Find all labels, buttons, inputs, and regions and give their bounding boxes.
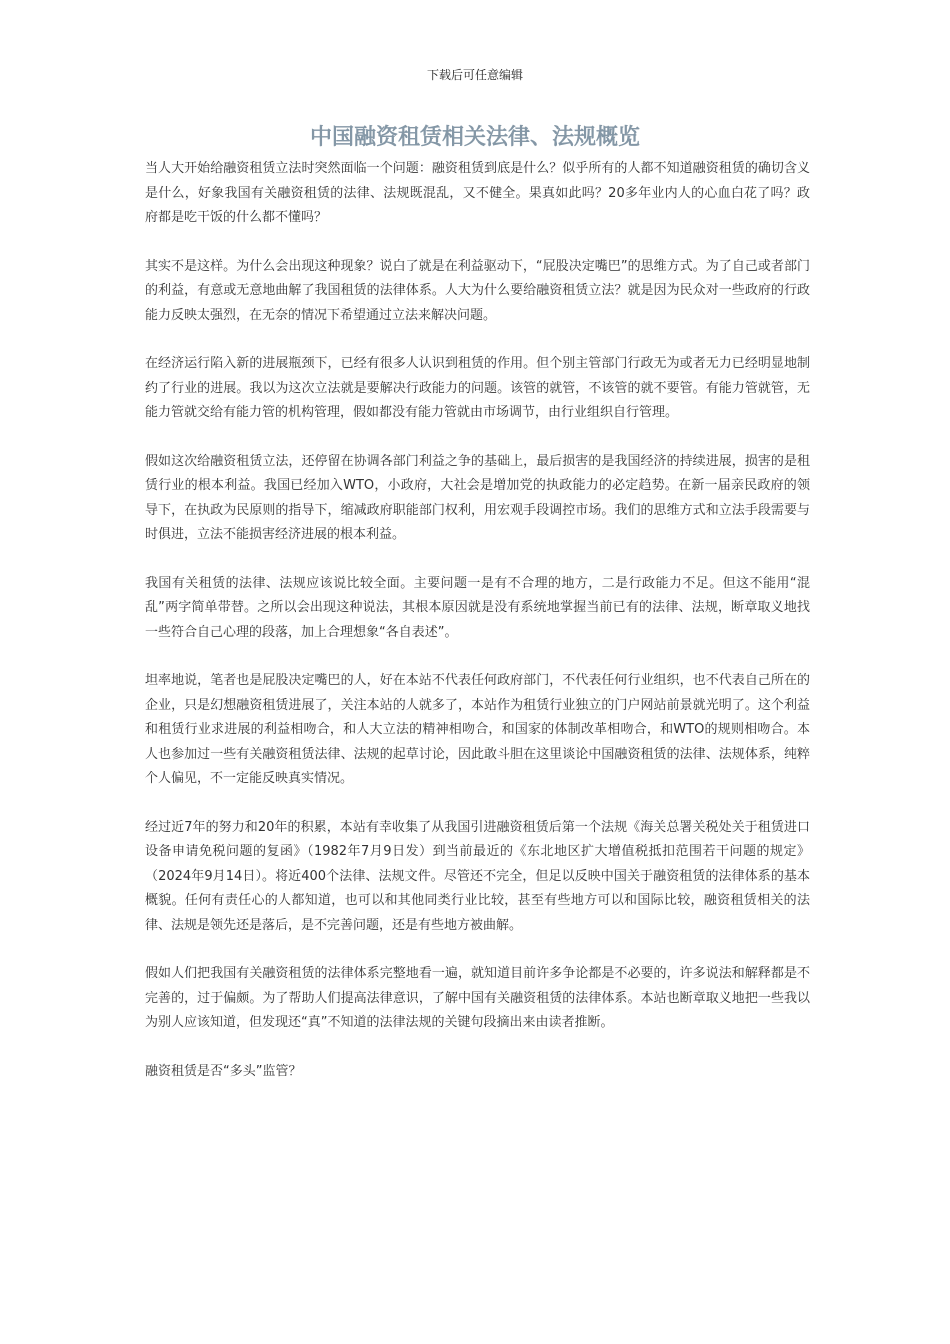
header-note: 下载后可任意编辑	[426, 68, 523, 82]
paragraph: 假如这次给融资租赁立法，还停留在协调各部门利益之争的基础上，最后损害的是我国经济的持续进展，损害的是租赁行业的根本利益。我国已经加入WTO，小政府，大社会是增加党的执政能力的必定趋势。在新一届亲民政府的领导下，在执政为民原则的指导下，缩减政府职能部门权利，用宏观手段调控市场。我们的思维方式和立法手段需要与时俱进，立法不能损害经济进展的根本利益。	[145, 453, 810, 542]
paragraph: 经过近7年的努力和20年的积累，本站有幸收集了从我国引进融资租赁后第一个法规《海关总署关税处关于租赁进口设备申请免税问题的复函》（1982年7月9日发）到当前最近的《东北地区扩大增值税抵扣范围若干问题的规定》（2024年9月14日）。将近400个法律、法规文件。尽管还不完全，但足以反映中国关于融资租赁的法律体系的基本概貌。任何有责任心的人都知道，也可以和其他同类行业比较，甚至有些地方可以和国际比较，融资租赁相关的法律、法规是领先还是落后，是不完善问题，还是有些地方被曲解。	[145, 819, 810, 933]
document-body	[145, 157, 810, 1108]
paragraph: 当人大开始给融资租赁立法时突然面临一个问题：融资租赁到底是什么？似乎所有的人都不知道融资租赁的确切含义是什么，好象我国有关融资租赁的法律、法规既混乱，又不健全。果真如此吗？20多年业内人的心血白花了吗？政府都是吃干饭的什么都不懂吗？	[145, 161, 810, 225]
paragraph: 我国有关租赁的法律、法规应该说比较全面。主要问题一是有不合理的地方，二是行政能力不足。但这不能用“混乱”两字简单带替。之所以会出现这种说法，其根本原因就是没有系统地掌握当前已有的法律、法规，断章取义地找一些符合自己心理的段落，加上合理想象“各自表述”。	[145, 575, 810, 640]
section-question: 融资租赁是否“多头”监管？	[145, 1063, 302, 1079]
document-title: 中国融资租赁相关法律、法规概览	[309, 124, 640, 150]
paragraph: 坦率地说，笔者也是屁股决定嘴巴的人，好在本站不代表任何政府部门，不代表任何行业组织，也不代表自己所在的企业，只是幻想融资租赁进展了，关注本站的人就多了，本站作为租赁行业独立的门户网站前景就光明了。这个利益和租赁行业求进展的利益相吻合，和人大立法的精神相吻合，和国家的体制改革相吻合，和WTO的规则相吻合。本人也参加过一些有关融资租赁法律、法规的起草讨论，因此敢斗胆在这里谈论中国融资租赁的法律、法规体系，纯粹个人偏见，不一定能反映真实情况。	[145, 673, 810, 786]
paragraph: 在经济运行陷入新的进展瓶颈下，已经有很多人认识到租赁的作用。但个别主管部门行政无为或者无力已经明显地制约了行业的进展。我以为这次立法就是要解决行政能力的问题。该管的就管，不该管的就不要管。有能力管就管，无能力管就交给有能力管的机构管理，假如都没有能力管就由市场调节，由行业组织自行管理。	[145, 356, 810, 420]
paragraph: 其实不是这样。为什么会出现这种现象？说白了就是在利益驱动下，“屁股决定嘴巴”的思维方式。为了自己或者部门的利益，有意或无意地曲解了我国租赁的法律体系。人大为什么要给融资租赁立法？就是因为民众对一些政府的行政能力反映太强烈，在无奈的情况下希望通过立法来解决问题。	[145, 258, 810, 323]
paragraph: 假如人们把我国有关融资租赁的法律体系完整地看一遍，就知道目前许多争论都是不必要的，许多说法和解释都是不完善的，过于偏颇。为了帮助人们提高法律意识，了解中国有关融资租赁的法律体系。本站也断章取义地把一些我以为别人应该知道，但发现还“真”不知道的法律法规的关键句段摘出来由读者推断。	[145, 966, 810, 1030]
